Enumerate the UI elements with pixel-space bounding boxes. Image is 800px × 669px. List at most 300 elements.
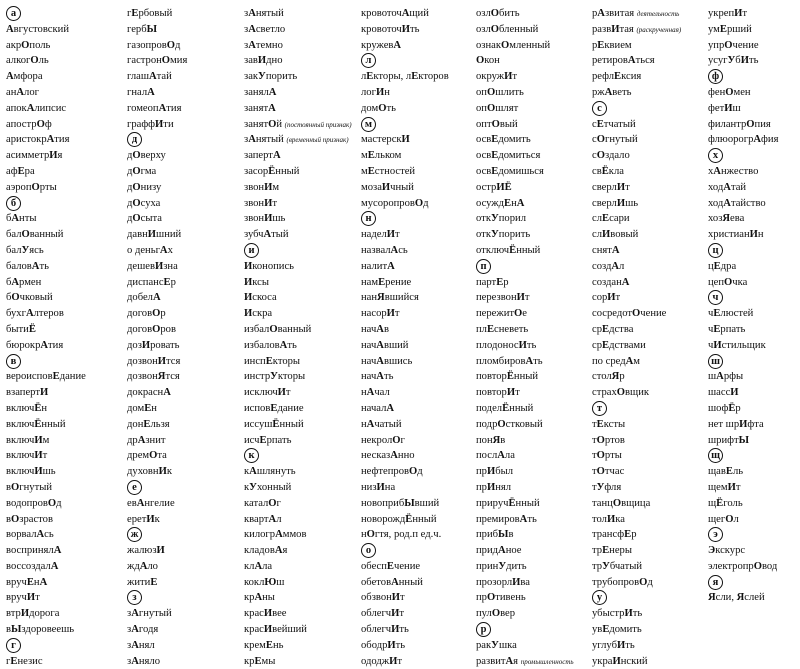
dictionary-word: началА: [361, 402, 395, 414]
dictionary-word: глашАтай: [127, 71, 172, 83]
dictionary-word: тЕксты: [592, 418, 626, 430]
letter-heading: [6, 354, 126, 370]
letter-heading: [361, 117, 481, 133]
letter-circle: ш: [708, 354, 723, 369]
dictionary-word: электропрОвод: [708, 560, 778, 572]
dictionary-word: кровоточИть: [361, 23, 420, 35]
dictionary-word: тУфля: [592, 481, 622, 493]
letter-heading: [708, 575, 800, 591]
dictionary-word: крАны: [244, 592, 275, 604]
letter-circle: ц: [708, 243, 723, 258]
dictionary-word: апострОф: [6, 118, 52, 130]
dictionary-word: добелА: [127, 292, 161, 304]
dictionary-word: дОсуха: [127, 197, 161, 209]
letter-circle: н: [361, 211, 376, 226]
dictionary-word: дремОта: [127, 450, 167, 462]
dictionary-word: нанЯвшийся: [361, 292, 419, 304]
dictionary-word: усугУбИть: [708, 55, 759, 67]
letter-circle: м: [361, 117, 376, 132]
dictionary-word: сОгнутый: [592, 134, 638, 146]
letter-heading: [244, 243, 364, 259]
letter-heading: [127, 480, 247, 496]
letter-circle: о: [361, 543, 376, 558]
letter-heading: [476, 259, 596, 275]
dictionary-word: избалОванный: [244, 323, 312, 335]
dictionary-word: ворвалАсь: [6, 529, 54, 541]
letter-circle: а: [6, 6, 21, 21]
dictionary-word: сОздало: [592, 150, 630, 162]
dictionary-word: мозаИчный: [361, 181, 414, 193]
dictionary-word: граффИти: [127, 118, 174, 130]
dictionary-word: премировАть: [476, 513, 537, 525]
dictionary-word: освЕдомить: [476, 134, 531, 146]
dictionary-word: углубИть: [592, 639, 635, 651]
dictionary-word: ходАтай: [708, 181, 747, 193]
dictionary-word: исповЕдание: [244, 402, 304, 414]
word-column-1: [6, 6, 126, 669]
dictionary-word: Окон: [476, 55, 500, 67]
dictionary-word: кАшлянуть: [244, 466, 296, 478]
dictionary-word: дозИровать: [127, 339, 180, 351]
dictionary-word: созданА: [592, 276, 630, 288]
dictionary-word: опОшлить: [476, 86, 524, 98]
dictionary-word: поделЁнный: [476, 402, 534, 414]
dictionary-word: пулОвер: [476, 608, 516, 620]
dictionary-word: отключЁнный: [476, 244, 541, 256]
letter-circle: х: [708, 148, 723, 163]
letter-circle: я: [708, 575, 723, 590]
letter-circle: щ: [708, 448, 723, 463]
dictionary-word: по средАм: [592, 355, 640, 367]
dictionary-word: ободрИть: [361, 639, 406, 651]
dictionary-word: клАла: [244, 560, 273, 572]
dictionary-word: шофЁр: [708, 402, 741, 414]
dictionary-word: прозорлИва: [476, 576, 530, 588]
dictionary-word: несказАнно: [361, 450, 415, 462]
dictionary-word: втрИдорога: [6, 608, 60, 620]
dictionary-word: наделИт: [361, 229, 400, 241]
dictionary-word: цЕдра: [708, 260, 737, 272]
dictionary-word: обетовАнный: [361, 576, 423, 588]
dictionary-word: давнИшний: [127, 229, 182, 241]
dictionary-word: домЕн: [127, 402, 157, 414]
dictionary-word: плодоносИть: [476, 339, 537, 351]
dictionary-word: Иконопись: [244, 260, 295, 272]
dictionary-word: упрОчение: [708, 39, 759, 51]
dictionary-word: о деньгАх: [127, 244, 173, 256]
dictionary-word: зАсветло: [244, 23, 286, 35]
dictionary-word: оптОвый: [476, 118, 518, 130]
dictionary-word: взапертИ: [6, 387, 49, 399]
dictionary-word: осуждЕнА: [476, 197, 525, 209]
dictionary-word: пережитОе: [476, 308, 527, 320]
dictionary-word: сЕтчатый: [592, 118, 636, 130]
dictionary-word: трЕнеры: [592, 545, 632, 557]
usage-note: промышленность: [520, 657, 574, 666]
letter-heading: [708, 527, 800, 543]
dictionary-word: житиЕ: [127, 576, 158, 588]
dictionary-word: запертА: [244, 150, 281, 162]
dictionary-word: ознакОмленный: [476, 39, 551, 51]
letter-heading: [127, 527, 247, 543]
dictionary-word: договОр: [127, 308, 166, 320]
dictionary-word: баловАть: [6, 260, 49, 272]
letter-heading: [361, 211, 481, 227]
dictionary-word: Искра: [244, 308, 273, 320]
dictionary-word: нАчал: [361, 387, 390, 399]
dictionary-word: снятА: [592, 244, 620, 256]
dictionary-word: дозвонЯтся: [127, 371, 180, 383]
letter-circle: е: [127, 480, 142, 495]
dictionary-word: слИвовый: [592, 229, 639, 241]
dictionary-word: звонИт: [244, 197, 277, 209]
dictionary-word: рАзвитая деятельность: [592, 8, 680, 19]
dictionary-word: обзвонИт: [361, 592, 405, 604]
dictionary-word: ржАветь: [592, 86, 632, 98]
letter-circle: э: [708, 527, 723, 542]
dictionary-word: килогрАммов: [244, 529, 307, 541]
dictionary-word: хАнжество: [708, 165, 759, 177]
dictionary-word: срЕдствами: [592, 339, 646, 351]
dictionary-word: мЕльком: [361, 150, 402, 162]
dictionary-word: тОртов: [592, 434, 625, 446]
dictionary-word: свЁкла: [592, 165, 624, 177]
dictionary-word: Иксы: [244, 276, 269, 288]
dictionary-word: ретировАться: [592, 55, 655, 67]
dictionary-word: зАгнутый: [127, 608, 172, 620]
dictionary-word: исключИт: [244, 387, 291, 399]
letter-heading: [361, 53, 481, 69]
dictionary-word: лЕкторы, лЕкторов: [361, 71, 449, 83]
letter-circle: б: [6, 196, 21, 211]
dictionary-word: освЕдомиться: [476, 150, 541, 162]
dictionary-word: евАнгелие: [127, 497, 175, 509]
dictionary-word: каталОг: [244, 497, 281, 509]
dictionary-word: иссушЁнный: [244, 418, 304, 430]
dictionary-word: озлОбить: [476, 8, 520, 19]
dictionary-word: квартАл: [244, 513, 282, 525]
dictionary-word: христианИн: [708, 229, 764, 241]
dictionary-word: инспЕкторы: [244, 355, 301, 367]
letter-heading: [6, 6, 126, 22]
dictionary-word: исчЕрпать: [244, 434, 292, 446]
dictionary-word: начАвший: [361, 339, 409, 351]
dictionary-word: дрАзнит: [127, 434, 166, 446]
dictionary-word: флюорогрАфия: [708, 134, 779, 146]
letter-heading: [127, 590, 247, 606]
dictionary-word: договОров: [127, 323, 176, 335]
dictionary-word: чЕлюстей: [708, 308, 754, 320]
dictionary-word: страхОвщик: [592, 387, 650, 399]
dictionary-word: гЕнезис: [6, 655, 43, 667]
dictionary-word: вероисповЕдание: [6, 371, 86, 383]
dictionary-word: слЕсари: [592, 213, 630, 225]
dictionary-word: закУпорить: [244, 71, 298, 83]
word-column-5: [476, 6, 596, 669]
dictionary-word: развИтая (раскрученная): [592, 23, 682, 35]
dictionary-word: умЕрший: [708, 23, 752, 35]
dictionary-word: трубопровОд: [592, 576, 653, 588]
dictionary-word: бАрмен: [6, 276, 42, 288]
dictionary-word: щавЕль: [708, 466, 744, 478]
dictionary-word: новоприбЫвший: [361, 497, 440, 509]
dictionary-word: тОрты: [592, 450, 622, 462]
dictionary-word: аэропОрты: [6, 181, 57, 193]
usage-note: (временный признак): [286, 136, 349, 145]
dictionary-word: трансфЕр: [592, 529, 637, 541]
letter-heading: [6, 196, 126, 212]
dictionary-word: Экскурс: [708, 545, 746, 557]
dictionary-word: убыстрИть: [592, 608, 643, 620]
dictionary-word: бытиЁ: [6, 323, 36, 335]
dictionary-word: коклЮш: [244, 576, 285, 588]
letter-circle: з: [127, 590, 142, 605]
dictionary-word: сверлИшь: [592, 197, 639, 209]
dictionary-word: логИн: [361, 86, 390, 98]
dictionary-word: гастронОмия: [127, 55, 188, 67]
dictionary-word: бюрокрАтия: [6, 339, 64, 351]
dictionary-word: хозЯева: [708, 213, 745, 225]
dictionary-word: обеспЕчение: [361, 560, 421, 572]
letter-heading: [6, 638, 126, 654]
dictionary-word: включИм: [6, 434, 50, 446]
dictionary-word: прИбыл: [476, 466, 514, 478]
dictionary-word: зАняло: [127, 655, 160, 667]
letter-circle: г: [6, 638, 21, 653]
dictionary-word: ододжИт: [361, 655, 402, 667]
dictionary-word: бОчковый: [6, 292, 53, 304]
dictionary-word: толИка: [592, 513, 625, 525]
usage-note: деятельность: [636, 10, 680, 18]
dictionary-word: плЕсневеть: [476, 323, 529, 335]
dictionary-word: включЁнный: [6, 418, 66, 430]
dictionary-word: пломбировАть: [476, 355, 543, 367]
dictionary-word: гербЫ: [127, 23, 158, 35]
letter-circle: д: [127, 132, 142, 147]
word-column-7: [708, 6, 800, 606]
dictionary-word: воспринялА: [6, 545, 62, 557]
dictionary-word: крЕмы: [244, 655, 276, 667]
dictionary-word: создАл: [592, 260, 625, 272]
dictionary-word: дОнизу: [127, 181, 162, 193]
dictionary-word: вручИт: [6, 592, 40, 604]
letter-heading: [708, 354, 800, 370]
dictionary-word: повторЁнный: [476, 371, 539, 383]
dictionary-word: рефлЕксия: [592, 71, 642, 83]
dictionary-word: гЕрбовый: [127, 8, 173, 19]
dictionary-word: сверлИт: [592, 181, 630, 193]
dictionary-word: Искоса: [244, 292, 277, 304]
dictionary-word: зАгодя: [127, 624, 159, 636]
dictionary-word: вОзрастов: [6, 513, 53, 525]
dictionary-word: прИнял: [476, 481, 512, 493]
dictionary-word: облегчИт: [361, 608, 405, 620]
dictionary-word: укрепИт: [708, 8, 748, 19]
dictionary-word: повторИт: [476, 387, 520, 399]
dictionary-word: ракУшка: [476, 639, 517, 651]
letter-circle: с: [592, 101, 607, 116]
dictionary-word: щемИт: [708, 481, 741, 493]
word-column-4: [361, 6, 481, 669]
usage-note: (раскрученная): [636, 25, 682, 34]
dictionary-word: срЕдства: [592, 323, 634, 335]
letter-heading: [708, 69, 800, 85]
dictionary-word: фенОмен: [708, 86, 751, 98]
letter-heading: [592, 401, 702, 417]
dictionary-word: гомеопАтия: [127, 102, 182, 114]
dictionary-word: нАчатый: [361, 418, 402, 430]
dictionary-word: занятОй (постоянный признак): [244, 118, 352, 130]
word-column-2: [127, 6, 247, 669]
dictionary-word: налитА: [361, 260, 395, 272]
dictionary-word: занялА: [244, 86, 277, 98]
dictionary-word: Амфора: [6, 71, 43, 83]
dictionary-word: кУхонный: [244, 481, 292, 493]
dictionary-word: завИдно: [244, 55, 283, 67]
dictionary-word: балУясь: [6, 244, 44, 256]
dictionary-word: столЯр: [592, 371, 625, 383]
dictionary-word: приручЁнный: [476, 497, 540, 509]
dictionary-word: нефтепровОд: [361, 466, 423, 478]
dictionary-word: вЫздоровеешь: [6, 624, 75, 636]
dictionary-word: афЕра: [6, 165, 35, 177]
dictionary-word: некролОг: [361, 434, 405, 446]
dictionary-word: Ясли, Яслей: [708, 592, 765, 604]
dictionary-word: щЁголь: [708, 497, 743, 509]
dictionary-word: вОгнутый: [6, 481, 53, 493]
dictionary-word: шассИ: [708, 387, 739, 399]
dictionary-word: подрОстковый: [476, 418, 543, 430]
dictionary-word: зАнял: [127, 639, 155, 651]
dictionary-word: включЁн: [6, 402, 48, 414]
dictionary-word: шрифтЫ: [708, 434, 750, 446]
dictionary-word: кровоточАщий: [361, 8, 429, 19]
dictionary-word: цепОчка: [708, 276, 748, 288]
dictionary-word: кружевА: [361, 39, 402, 51]
dictionary-word: асимметрИя: [6, 150, 63, 162]
letter-circle: р: [476, 622, 491, 637]
dictionary-word: включИшь: [6, 466, 56, 478]
dictionary-word: апокАлипсис: [6, 102, 67, 114]
letter-heading: [244, 448, 364, 464]
letter-heading: [361, 543, 481, 559]
letter-heading: [708, 243, 800, 259]
dictionary-word: ходАтайство: [708, 197, 766, 209]
dictionary-word: сорИт: [592, 292, 621, 304]
dictionary-word: избаловАть: [244, 339, 297, 351]
dictionary-word: начАть: [361, 371, 394, 383]
letter-circle: в: [6, 354, 21, 369]
dictionary-word: рЕквием: [592, 39, 632, 51]
dictionary-word: чИстильщик: [708, 339, 766, 351]
dictionary-word: зАнятый: [244, 8, 284, 19]
dictionary-word: красИвейший: [244, 624, 307, 636]
dictionary-word: анАлог: [6, 86, 39, 98]
letter-heading: [708, 448, 800, 464]
letter-circle: ж: [127, 527, 142, 542]
dictionary-word: послАла: [476, 450, 515, 462]
dictionary-word: развитАя промышленность: [476, 655, 574, 667]
letter-heading: [592, 101, 702, 117]
dictionary-word: еретИк: [127, 513, 160, 525]
dictionary-word: откУпорил: [476, 213, 526, 225]
dictionary-word: бАнты: [6, 213, 37, 225]
dictionary-word: газопровОд: [127, 39, 181, 51]
dictionary-word: гналА: [127, 86, 155, 98]
dictionary-word: насорИт: [361, 308, 400, 320]
dictionary-word: мусоропровОд: [361, 197, 429, 209]
dictionary-word: акрОполь: [6, 39, 51, 51]
dictionary-word: низИна: [361, 481, 396, 493]
dictionary-word: инстрУкторы: [244, 371, 306, 383]
dictionary-word: начАв: [361, 323, 389, 335]
letter-circle: т: [592, 401, 607, 416]
dictionary-word: намЕрение: [361, 276, 412, 288]
dictionary-word: филантрОпия: [708, 118, 771, 130]
dictionary-word: водопровОд: [6, 497, 62, 509]
dictionary-word: тОтчас: [592, 466, 625, 478]
dictionary-word: назвалАсь: [361, 244, 408, 256]
dictionary-word: понЯв: [476, 434, 506, 446]
dictionary-word: прибЫв: [476, 529, 514, 541]
letter-circle: ф: [708, 69, 723, 84]
letter-circle: ч: [708, 290, 723, 305]
dictionary-word: освЕдомишься: [476, 165, 544, 177]
dictionary-word: зубчАтый: [244, 229, 289, 241]
dictionary-word: нет шрИфта: [708, 418, 764, 430]
dictionary-word: дОгма: [127, 165, 157, 177]
dictionary-word: сосредотОчение: [592, 308, 667, 320]
dictionary-word: донЕльзя: [127, 418, 170, 430]
letter-heading: [127, 132, 247, 148]
dictionary-word: нОгтя, род.п ед.ч.: [361, 529, 442, 541]
dictionary-word: занятА: [244, 102, 276, 114]
dictionary-word: танцОвщица: [592, 497, 651, 509]
letter-circle: л: [361, 53, 376, 68]
dictionary-word: трУбчатый: [592, 560, 643, 572]
dictionary-word: кладовАя: [244, 545, 288, 557]
dictionary-word: балОванный: [6, 229, 64, 241]
dictionary-word: бухгАлтеров: [6, 308, 64, 320]
letter-circle: п: [476, 259, 491, 274]
usage-note: (постоянный признак): [284, 120, 352, 129]
dictionary-word: опОшлят: [476, 102, 519, 114]
dictionary-word: дОсыта: [127, 213, 162, 225]
letter-heading: [476, 622, 596, 638]
dictionary-word: жалюзИ: [127, 545, 165, 557]
dictionary-word: откУпорить: [476, 229, 531, 241]
dictionary-word: включИт: [6, 450, 48, 462]
letter-circle: у: [592, 590, 607, 605]
dictionary-word: засорЁнный: [244, 165, 300, 177]
letter-heading: [708, 290, 800, 306]
dictionary-word: духовнИк: [127, 466, 172, 478]
dictionary-word: принУдить: [476, 560, 527, 572]
dictionary-word: Августовский: [6, 23, 69, 35]
dictionary-word: звонИшь: [244, 213, 286, 225]
dictionary-word: чЕрпать: [708, 323, 746, 335]
dictionary-word: фетИш: [708, 102, 741, 114]
dictionary-word: облегчИть: [361, 624, 409, 636]
letter-heading: [592, 590, 702, 606]
dictionary-word: вручЕнА: [6, 576, 48, 588]
dictionary-word: украИнский: [592, 655, 648, 667]
dictionary-word: зАтемно: [244, 39, 283, 51]
dictionary-word: начАвшись: [361, 355, 413, 367]
dictionary-word: воссоздалА: [6, 560, 59, 572]
dictionary-word: щегОл: [708, 513, 739, 525]
dictionary-word: острИЁ: [476, 181, 512, 193]
